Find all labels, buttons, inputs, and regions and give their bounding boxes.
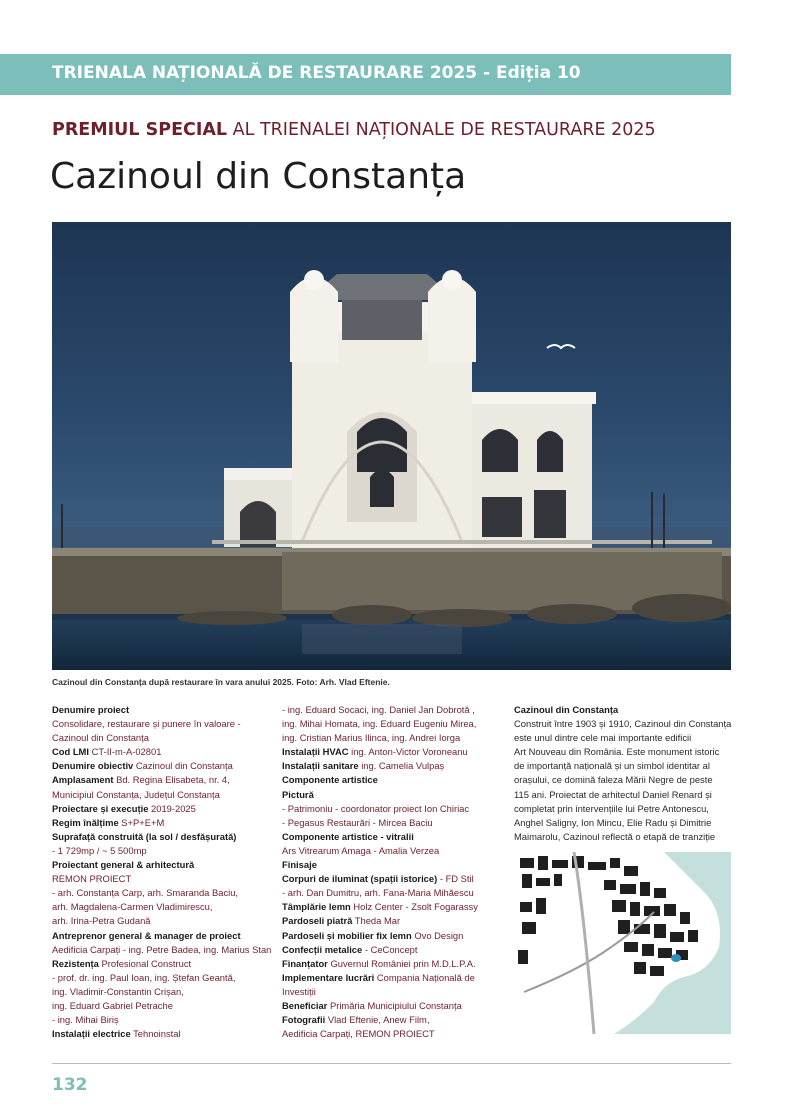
credit-line: Pardoseli piatră Theda Mar: [282, 915, 401, 927]
credit-line: Denumire obiectiv Cazinoul din Constanța: [52, 760, 233, 772]
credit-line: Confecții metalice - CeConcept: [282, 943, 418, 955]
credit-line: ing. Mihai Homata, ing. Eduard Eugeniu Mirea,: [282, 718, 477, 730]
credit-line: Componente artistice: [282, 774, 378, 786]
credit-line: Implementare lucrări Compania Națională de: [282, 971, 475, 983]
credit-line: Amplasament Bd. Regina Elisabeta, nr. 4,: [52, 774, 230, 786]
credit-line: Municipiul Constanța, Județul Constanța: [52, 788, 220, 800]
credit-line: - 1 729mp / ~ 5 500mp: [52, 844, 147, 856]
credit-line: Instalații HVAC ing. Anton-Victor Voroneanu: [282, 746, 468, 758]
credit-line: Rezistența Profesional Construct: [52, 957, 192, 969]
credit-line: Regim înălțime S+P+E+M: [52, 816, 165, 828]
award-title-rest: AL TRIENALEI NAȚIONALE DE RESTAURARE 2025: [232, 120, 656, 140]
award-title-bold: PREMIUL SPECIAL: [52, 120, 228, 140]
history-line: Construit între 1903 și 1910, Cazinoul din Constanța: [514, 718, 732, 730]
credit-line: Componente artistice - vitralii: [282, 830, 414, 842]
credit-line: - Pegasus Restaurări - Mircea Baciu: [282, 816, 433, 828]
history-line: completat prin intervențiile lui Petre Antonescu,: [514, 802, 709, 814]
footer-rule: [52, 1063, 731, 1064]
banner-title: TRIENALA NAȚIONALĂ DE RESTAURARE 2025 - Ediția 10: [52, 63, 581, 83]
credit-line: - prof. dr. ing. Paul Ioan, ing. Ștefan Geantă,: [52, 971, 236, 983]
credit-line: Finisaje: [282, 859, 317, 871]
casino-illustration: [52, 222, 731, 670]
credit-line: arh. Magdalena-Carmen Vladimirescu,: [52, 901, 213, 913]
credit-line: - ing. Eduard Socaci, ing. Daniel Jan Dobrotă ,: [282, 704, 475, 715]
credit-line: Corpuri de iluminat (spații istorice) - FD Stil: [282, 873, 474, 885]
history-line: Anghel Saligny, Ion Mincu, Elie Radu și Dimitrie: [514, 816, 712, 828]
credit-line: Beneficiar Primăria Municipiului Constanța: [282, 999, 462, 1011]
credit-line: Suprafață construită (la sol / desfășurată): [52, 830, 237, 842]
credit-line: Antreprenor general & manager de proiect: [52, 929, 241, 941]
credit-line: - arh. Constanța Carp, arh. Smaranda Baciu,: [52, 887, 239, 899]
credit-line: Investiții: [282, 985, 316, 997]
credit-line: Aedificia Carpați, REMON PROIECT: [282, 1028, 435, 1040]
credit-line: Tâmplărie lemn Holz Center - Zsolt Fogarassy: [282, 901, 478, 913]
credit-line: Instalații electrice Tehnoinstal: [52, 1028, 181, 1040]
credit-line: - ing. Mihai Biriș: [52, 1014, 119, 1026]
credit-line: Pictură: [282, 788, 314, 800]
credit-line: Denumire proiect: [52, 704, 130, 715]
credits-column-1: [52, 703, 278, 1041]
casino-photo: [52, 222, 731, 670]
history-line: 115 ani. Proiectat de arhitectul Daniel Renard și: [514, 788, 712, 800]
credit-line: Cod LMI CT-II-m-A-02801: [52, 746, 162, 758]
credit-line: Instalații sanitare ing. Camelia Vulpaș: [282, 760, 445, 772]
site-map-drawing: [514, 852, 731, 1034]
history-line: Maimarolu, Cazinoul reflectă o etapă de tranziție: [514, 830, 716, 842]
header-banner: [0, 54, 731, 95]
photo-caption: Cazinoul din Constanța după restaurare în vara anului 2025. Foto: Arh. Vlad Eftenie.: [52, 677, 390, 687]
history-line: este unul dintre cele mai importante edificii: [514, 732, 692, 744]
credit-line: Cazinoul din Constanța: [52, 732, 149, 744]
history-line: orașului, ce domină faleza Mării Negre de peste: [514, 774, 713, 786]
credit-line: - Patrimoniu - coordonator proiect Ion Chiriac: [282, 802, 470, 814]
history-line: de importanță națională și un simbol identitar al: [514, 760, 710, 772]
page-title: Cazinoul din Constanța: [50, 156, 467, 197]
credit-line: Fotografii Vlad Eftenie, Anew Film,: [282, 1014, 430, 1026]
credit-line: Pardoseli și mobilier fix lemn Ovo Design: [282, 929, 464, 941]
credit-line: ing. Cristian Marius Ilinca, ing. Andrei Iorga: [282, 732, 461, 744]
credit-line: Proiectant general & arhitectură: [52, 859, 195, 871]
history-line: Art Nouveau din România. Este monument istoric: [514, 746, 720, 758]
credit-line: REMON PROIECT: [52, 873, 132, 885]
page-number: 132: [52, 1075, 88, 1095]
site-map: [514, 852, 731, 1034]
credit-line: Finanțator Guvernul României prin M.D.L.P.A.: [282, 957, 476, 969]
credit-line: ing. Eduard Gabriel Petrache: [52, 999, 173, 1011]
credit-line: Consolidare, restaurare și punere în valoare -: [52, 718, 241, 730]
credit-line: - arh. Dan Dumitru, arh. Fana-Maria Mihăescu: [282, 887, 474, 899]
award-title: [52, 120, 656, 140]
credit-line: Aedificia Carpați - ing. Petre Badea, ing. Marius Stan: [52, 943, 272, 955]
credit-line: arh. Irina-Petra Gudană: [52, 915, 151, 927]
credits-column-2: [282, 703, 502, 1041]
history-column: [514, 703, 732, 844]
history-heading: Cazinoul din Constanța: [514, 704, 619, 715]
credit-line: ing. Vladimir-Constantin Crișan,: [52, 985, 184, 997]
credit-line: Ars Vitrearum Amaga - Amalia Verzea: [282, 844, 440, 856]
credit-line: Proiectare și execuție 2019-2025: [52, 802, 196, 814]
